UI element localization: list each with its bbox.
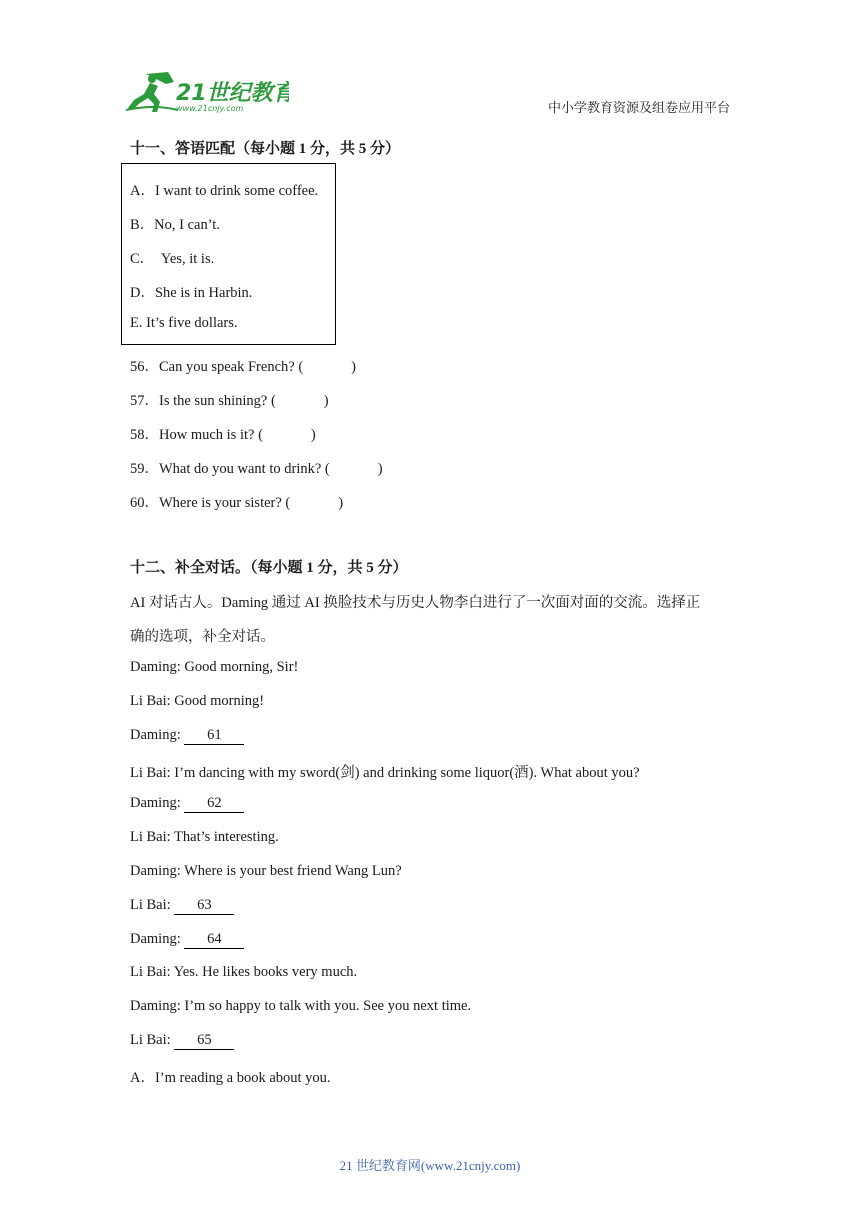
platform-name: 中小学教育资源及组卷应用平台: [547, 100, 730, 115]
section-title-11: 十一、答语匹配（每小题 1 分，共 5 分）: [130, 141, 401, 157]
option-e: E. It’s five dollars.: [130, 315, 238, 331]
dialogue-line: Daming: Where is your best friend Wang Lun?: [130, 863, 402, 879]
dialogue-line: Li Bai: I’m dancing with my sword(剑) and drinking some liquor(酒). What about you?: [130, 765, 640, 781]
option-b: B．No, I can’t.: [130, 217, 220, 233]
dialogue-line-64: Daming: 64: [130, 931, 244, 949]
question-text: 59．What do you want to drink? (: [130, 461, 330, 477]
svg-text:www.21cnjy.com: www.21cnjy.com: [176, 104, 244, 113]
question-56: 56．Can you speak French? ( ): [130, 359, 356, 375]
option-d: D．She is in Harbin.: [130, 285, 253, 301]
blank-64[interactable]: 64: [184, 932, 244, 949]
dialogue-line: Li Bai: Yes. He likes books very much.: [130, 964, 358, 980]
dialogue-line: Li Bai: That’s interesting.: [130, 829, 279, 845]
blank-63[interactable]: 63: [174, 898, 234, 915]
dialogue-line-65: Li Bai: 65: [130, 1032, 234, 1050]
question-60: 60．Where is your sister? ( ): [130, 495, 344, 511]
option-c: C． Yes, it is.: [130, 251, 215, 267]
dialogue-line: Li Bai: Good morning!: [130, 693, 265, 709]
blank-61[interactable]: 61: [184, 728, 244, 745]
footer-link[interactable]: 21 世纪教育网(www.21cnjy.com): [339, 1158, 521, 1173]
question-59: 59．What do you want to drink? ( ): [130, 461, 383, 477]
question-text: 56．Can you speak French? (: [130, 359, 304, 375]
intro-line-1: AI 对话古人。Daming 通过 AI 换脸技术与历史人物李白进行了一次面对面的交流。选择正: [130, 595, 701, 611]
dialogue-line: Daming: Good morning, Sir!: [130, 659, 299, 675]
question-58: 58．How much is it? ( ): [130, 427, 316, 443]
answer-option-a: A．I’m reading a book about you.: [130, 1070, 331, 1086]
question-57: 57．Is the sun shining? ( ): [130, 393, 329, 409]
runner-logo-icon: [124, 70, 289, 114]
section-title-12: 十二、补全对话。（每小题 1 分，共 5 分）: [130, 560, 408, 576]
dialogue-line-63: Li Bai: 63: [130, 897, 234, 915]
dialogue-line-62: Daming: 62: [130, 795, 244, 813]
question-text: 60．Where is your sister? (: [130, 495, 291, 511]
option-a: A．I want to drink some coffee.: [130, 183, 319, 199]
svg-text:21世纪教育: 21世纪教育: [176, 81, 289, 106]
site-logo: [124, 70, 289, 114]
blank-62[interactable]: 62: [184, 796, 244, 813]
blank-65[interactable]: 65: [174, 1033, 234, 1050]
dialogue-line: Daming: I’m so happy to talk with you. See you next time.: [130, 998, 472, 1014]
intro-line-2: 确的选项，补全对话。: [130, 629, 275, 645]
question-text: 58．How much is it? (: [130, 427, 263, 443]
dialogue-line-61: Daming: 61: [130, 727, 244, 745]
question-text: 57．Is the sun shining? (: [130, 393, 276, 409]
